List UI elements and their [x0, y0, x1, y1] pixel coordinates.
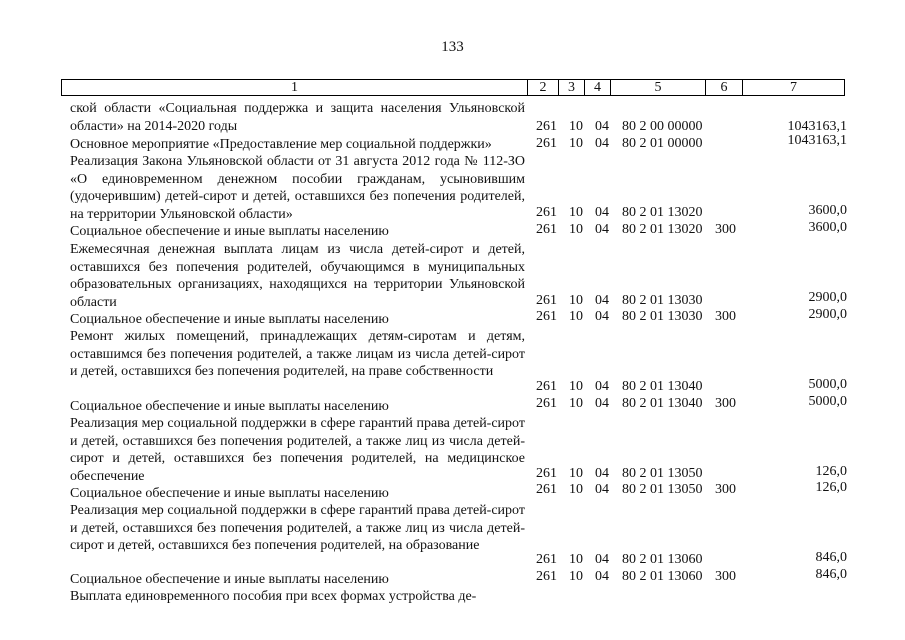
- row-description: Выплата единовременного пособия при всех формах устройства де-: [70, 589, 477, 604]
- row-code-5: 80 2 01 13060: [622, 569, 703, 584]
- row-description: Основное мероприятие «Предоставление мер социальной поддержки»: [70, 137, 492, 152]
- row-code-4: 04: [595, 482, 609, 497]
- row-code-3: 10: [569, 396, 583, 411]
- row-code-4: 04: [595, 379, 609, 394]
- row-code-4: 04: [595, 396, 609, 411]
- page-number: 133: [441, 39, 464, 55]
- row-code-2: 261: [536, 466, 557, 481]
- row-code-5: 80 2 01 13020: [622, 205, 703, 220]
- row-description: Социальное обеспечение и иные выплаты населению: [70, 399, 389, 414]
- header-col-2: 2: [527, 80, 558, 95]
- row-amount: 2900,0: [808, 307, 847, 322]
- row-code-5: 80 2 01 13040: [622, 379, 703, 394]
- row-description: Социальное обеспечение и иные выплаты населению: [70, 312, 389, 327]
- row-code-4: 04: [595, 136, 609, 151]
- row-code-5: 80 2 01 13060: [622, 552, 703, 567]
- row-description: Реализация мер социальной поддержки в сфере гарантий права детей-сирот и детей, оставшихся без попечения родителей, а также лиц из числа детей-сирот и детей, оставшихся без попечения родителей, на образование: [70, 503, 525, 554]
- row-code-6: 300: [715, 222, 736, 237]
- row-code-5: 80 2 01 13040: [622, 396, 703, 411]
- header-col-6: 6: [705, 80, 742, 95]
- row-description: Социальное обеспечение и иные выплаты населению: [70, 572, 389, 587]
- header-col-1: 1: [291, 80, 298, 95]
- row-description: Ремонт жилых помещений, принадлежащих детям-сиротам и детям, оставшимся без попечения родителей, а также лицам из числа детей-сирот и детей, оставшихся без попечения родителей, на праве собственности: [70, 329, 525, 380]
- row-code-2: 261: [536, 293, 557, 308]
- row-code-6: 300: [715, 309, 736, 324]
- row-code-6: 300: [715, 482, 736, 497]
- row-code-2: 261: [536, 119, 557, 134]
- table-header: [61, 79, 845, 96]
- row-code-3: 10: [569, 293, 583, 308]
- row-code-3: 10: [569, 482, 583, 497]
- row-code-5: 80 2 01 13030: [622, 293, 703, 308]
- row-amount: 5000,0: [808, 377, 847, 392]
- row-code-6: 300: [715, 569, 736, 584]
- header-col-7: 7: [742, 80, 844, 95]
- row-code-2: 261: [536, 396, 557, 411]
- row-amount: 2900,0: [808, 290, 847, 305]
- row-code-4: 04: [595, 205, 609, 220]
- row-amount: 1043163,1: [787, 119, 847, 134]
- row-code-3: 10: [569, 569, 583, 584]
- header-col-4: 4: [584, 80, 610, 95]
- row-description: Ежемесячная денежная выплата лицам из числа детей-сирот и детей, оставшихся без попечения родителей, обучающимся в муниципальных образовательных организациях, находящихся на территории Ульяновской области: [70, 242, 525, 311]
- row-code-3: 10: [569, 379, 583, 394]
- row-amount: 126,0: [815, 464, 847, 479]
- row-code-2: 261: [536, 309, 557, 324]
- row-code-3: 10: [569, 136, 583, 151]
- row-description: Реализация Закона Ульяновской области от 31 августа 2012 года № 112-ЗО «О единовременном денежном пособии гражданам, усыновившим (удочерившим) детей-сирот и детей, оставшихся без попечения родителей, на территории Ульяновской области»: [70, 154, 525, 223]
- row-code-2: 261: [536, 136, 557, 151]
- row-code-5: 80 2 01 13050: [622, 482, 703, 497]
- row-code-3: 10: [569, 309, 583, 324]
- header-col-5: 5: [610, 80, 705, 95]
- row-code-6: 300: [715, 396, 736, 411]
- row-code-5: 80 2 01 00000: [622, 136, 703, 151]
- row-description: Социальное обеспечение и иные выплаты населению: [70, 486, 389, 501]
- row-amount: 846,0: [815, 567, 847, 582]
- row-description: Реализация мер социальной поддержки в сфере гарантий права детей-сирот и детей, оставшихся без попечения родителей, а также лиц из числа детей-сирот и детей, оставшихся без попечения родителей, на медицинское обеспечение: [70, 416, 525, 485]
- header-col-3: 3: [558, 80, 584, 95]
- row-code-4: 04: [595, 466, 609, 481]
- row-amount: 3600,0: [808, 220, 847, 235]
- row-code-4: 04: [595, 569, 609, 584]
- row-code-3: 10: [569, 222, 583, 237]
- row-description: ской области «Социальная поддержка и защита населения Ульяновской области» на 2014-2020 годы: [70, 101, 525, 134]
- row-code-5: 80 2 00 00000: [622, 119, 703, 134]
- row-code-4: 04: [595, 552, 609, 567]
- row-code-4: 04: [595, 222, 609, 237]
- row-code-2: 261: [536, 552, 557, 567]
- row-code-2: 261: [536, 379, 557, 394]
- row-code-3: 10: [569, 205, 583, 220]
- row-code-3: 10: [569, 466, 583, 481]
- row-description: Социальное обеспечение и иные выплаты населению: [70, 224, 389, 239]
- row-code-3: 10: [569, 552, 583, 567]
- row-code-5: 80 2 01 13050: [622, 466, 703, 481]
- row-amount: 846,0: [815, 550, 847, 565]
- row-amount: 5000,0: [808, 394, 847, 409]
- row-code-5: 80 2 01 13020: [622, 222, 703, 237]
- row-code-2: 261: [536, 222, 557, 237]
- row-code-2: 261: [536, 205, 557, 220]
- row-code-2: 261: [536, 482, 557, 497]
- row-code-4: 04: [595, 293, 609, 308]
- row-amount: 3600,0: [808, 203, 847, 218]
- row-code-4: 04: [595, 119, 609, 134]
- row-code-4: 04: [595, 309, 609, 324]
- row-amount: 1043163,1: [787, 133, 847, 148]
- row-code-2: 261: [536, 569, 557, 584]
- row-code-3: 10: [569, 119, 583, 134]
- row-amount: 126,0: [815, 480, 847, 495]
- row-code-5: 80 2 01 13030: [622, 309, 703, 324]
